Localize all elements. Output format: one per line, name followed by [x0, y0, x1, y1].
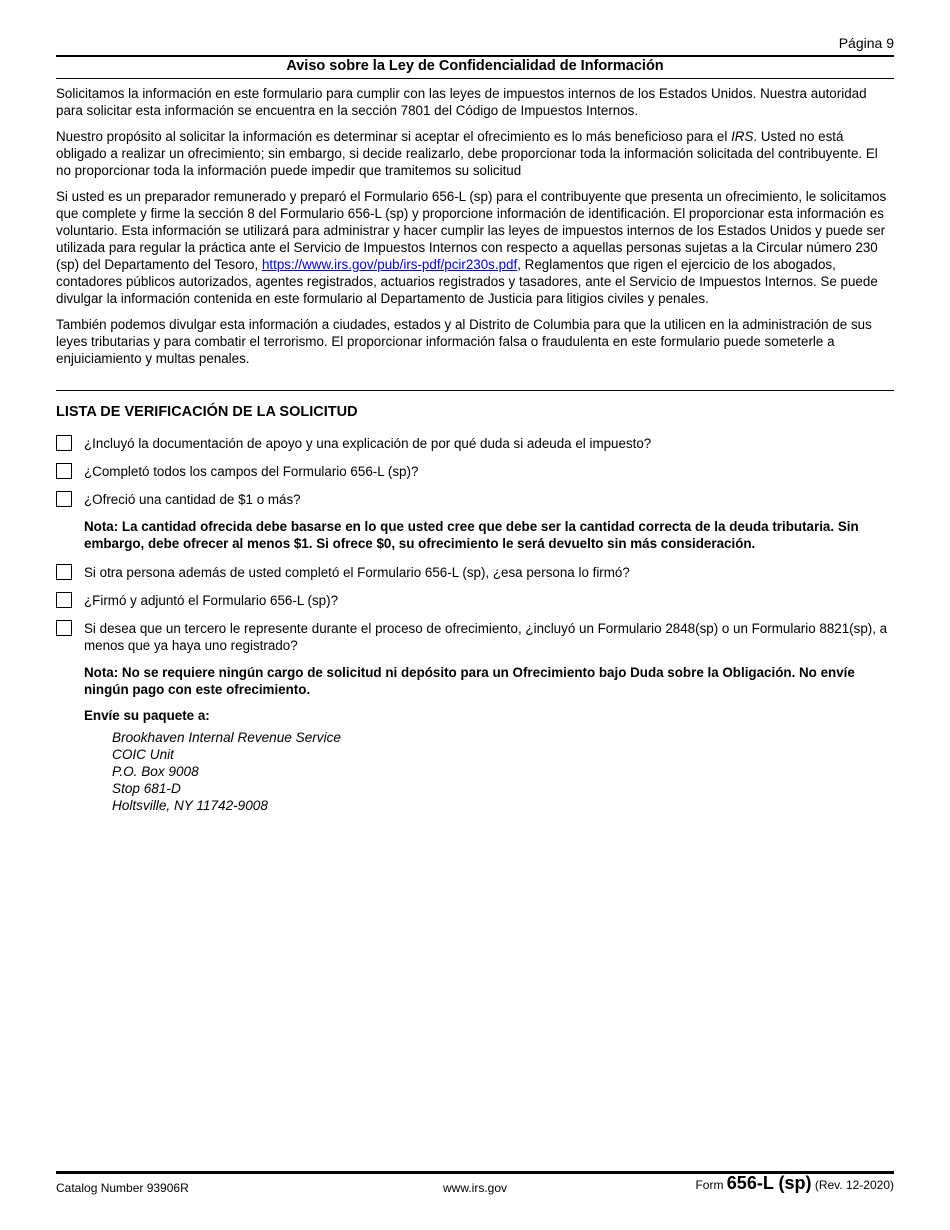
checklist-item — [56, 435, 894, 453]
address-line: Stop 681-D — [112, 781, 181, 796]
privacy-p3-text-end: , Reglamentos que rigen el ejercicio de los abogados, contadores públicos autorizados, agentes registrados, actuarios registrados y tasadores, ante el Servicio de Impuestos Internos. Se puede divulgar la información contenida en este formulario al Departamento de Justicia para litigios civiles y penales. — [56, 257, 878, 306]
checklist-item-label: ¿Completó todos los campos del Formulario 656-L (sp)? — [84, 464, 419, 479]
page-number: Página 9 — [838, 35, 894, 51]
form-revision: (Rev. 12-2020) — [814, 1178, 894, 1192]
checklist-item-label: ¿Incluyó la documentación de apoyo y una explicación de por qué duda si adeuda el impuesto? — [84, 436, 652, 451]
catalog-number: Catalog Number 93906R — [56, 1181, 189, 1195]
form-prefix: Form — [695, 1178, 724, 1192]
checkbox-supporting-docs[interactable] — [56, 435, 72, 451]
checkbox-all-fields[interactable] — [56, 463, 72, 479]
checklist-item-label: ¿Firmó y adjuntó el Formulario 656-L (sp)? — [84, 593, 339, 608]
privacy-notice-body — [56, 85, 894, 376]
checklist-item — [56, 620, 894, 656]
section-divider — [56, 390, 894, 391]
form-identifier — [695, 1175, 894, 1194]
privacy-p2-text: Nuestro propósito al solicitar la información es determinar si aceptar el ofrecimiento es lo más beneficioso para el — [56, 129, 732, 144]
irs-abbreviation: IRS — [731, 129, 754, 144]
privacy-paragraph-2 — [56, 128, 894, 179]
checklist-item-label: Si desea que un tercero le represente durante el proceso de ofrecimiento, ¿incluyó un Formulario 2848(sp) o un Formulario 8821(sp), a menos que ya haya uno registrado? — [84, 621, 888, 653]
form-number: 656-L (sp) — [726, 1173, 812, 1193]
checklist-item-label: ¿Ofreció una cantidad de $1 o más? — [84, 492, 301, 507]
footer-website: www.irs.gov — [442, 1181, 507, 1195]
checkbox-offer-amount[interactable] — [56, 491, 72, 507]
checkbox-third-party-form[interactable] — [56, 620, 72, 636]
title-divider — [56, 78, 894, 79]
checkbox-other-person-signed[interactable] — [56, 564, 72, 580]
privacy-paragraph-3 — [56, 188, 894, 307]
privacy-paragraph-1: Solicitamos la información en este formulario para cumplir con las leyes de impuestos internos de los Estados Unidos. Nuestra autoridad para solicitar esta información se encuentra en la sección 7801 del Código de Impuestos Internos. — [56, 86, 867, 118]
checkbox-signed-attached[interactable] — [56, 592, 72, 608]
privacy-p3-text: Si usted es un preparador remunerado y preparó el Formulario 656-L (sp) para el contribuyente que presenta un ofrecimiento, le solicitamos que complete y firme la sección 8 del Formulario 656-L (sp) y proporcione información de identificación. El proporcionar esta información es voluntario. Esta información se utilizará para administrar y hacer cumplir las leyes de impuestos internos de los Estados Unidos y puede ser utilizada para regular la práctica ante el Servicio de Impuestos Internos con respecto a aquellas personas sujetas a la Circular número 230 (sp) del Departamento del Tesoro, — [56, 189, 887, 272]
no-fee-note: Nota: No se requiere ningún cargo de solicitud ni depósito para un Ofrecimiento bajo Duda sobre la Obligación. No envíe ningún pago con este ofrecimiento. — [84, 665, 855, 697]
checklist-item — [56, 491, 894, 509]
address-line: P.O. Box 9008 — [112, 764, 199, 779]
offer-amount-note: Nota: La cantidad ofrecida debe basarse en lo que usted cree que debe ser la cantidad correcta de la deuda tributaria. Sin embargo, debe ofrecer al menos $1. Si ofrece $0, su ofrecimiento le será devuelto sin más consideración. — [84, 519, 859, 551]
privacy-notice-title: Aviso sobre la Ley de Confidencialidad de Información — [286, 58, 664, 74]
address-line: Brookhaven Internal Revenue Service — [112, 730, 341, 745]
checklist-item — [56, 463, 894, 481]
checklist-item-label: Si otra persona además de usted completó el Formulario 656-L (sp), ¿esa persona lo firmó? — [84, 565, 630, 580]
checklist-item — [56, 592, 894, 610]
address-line: COIC Unit — [112, 747, 174, 762]
circular-230-link[interactable]: https://www.irs.gov/pub/irs-pdf/pcir230s.pdf — [261, 257, 518, 272]
send-package-title: Envíe su paquete a: — [84, 708, 210, 723]
mailing-address — [112, 729, 341, 814]
privacy-p2-text-end: . Usted no está obligado a realizar un ofrecimiento; sin embargo, si decide realizarlo, debe proporcionar toda la información solicitada del contribuyente. El no proporcionar toda la información puede impedir que tramitemos su solicitud — [56, 129, 878, 178]
checklist-title: LISTA DE VERIFICACIÓN DE LA SOLICITUD — [56, 404, 358, 420]
checklist-item — [56, 564, 894, 582]
address-line: Holtsville, NY 11742-9008 — [112, 798, 268, 813]
privacy-paragraph-4: También podemos divulgar esta información a ciudades, estados y al Distrito de Columbia para que la utilicen en la administración de sus leyes tributarias y para combatir el terrorismo. El proporcionar información falsa o fraudulenta en este formulario puede someterle a enjuiciamiento y multas penales. — [56, 317, 872, 366]
